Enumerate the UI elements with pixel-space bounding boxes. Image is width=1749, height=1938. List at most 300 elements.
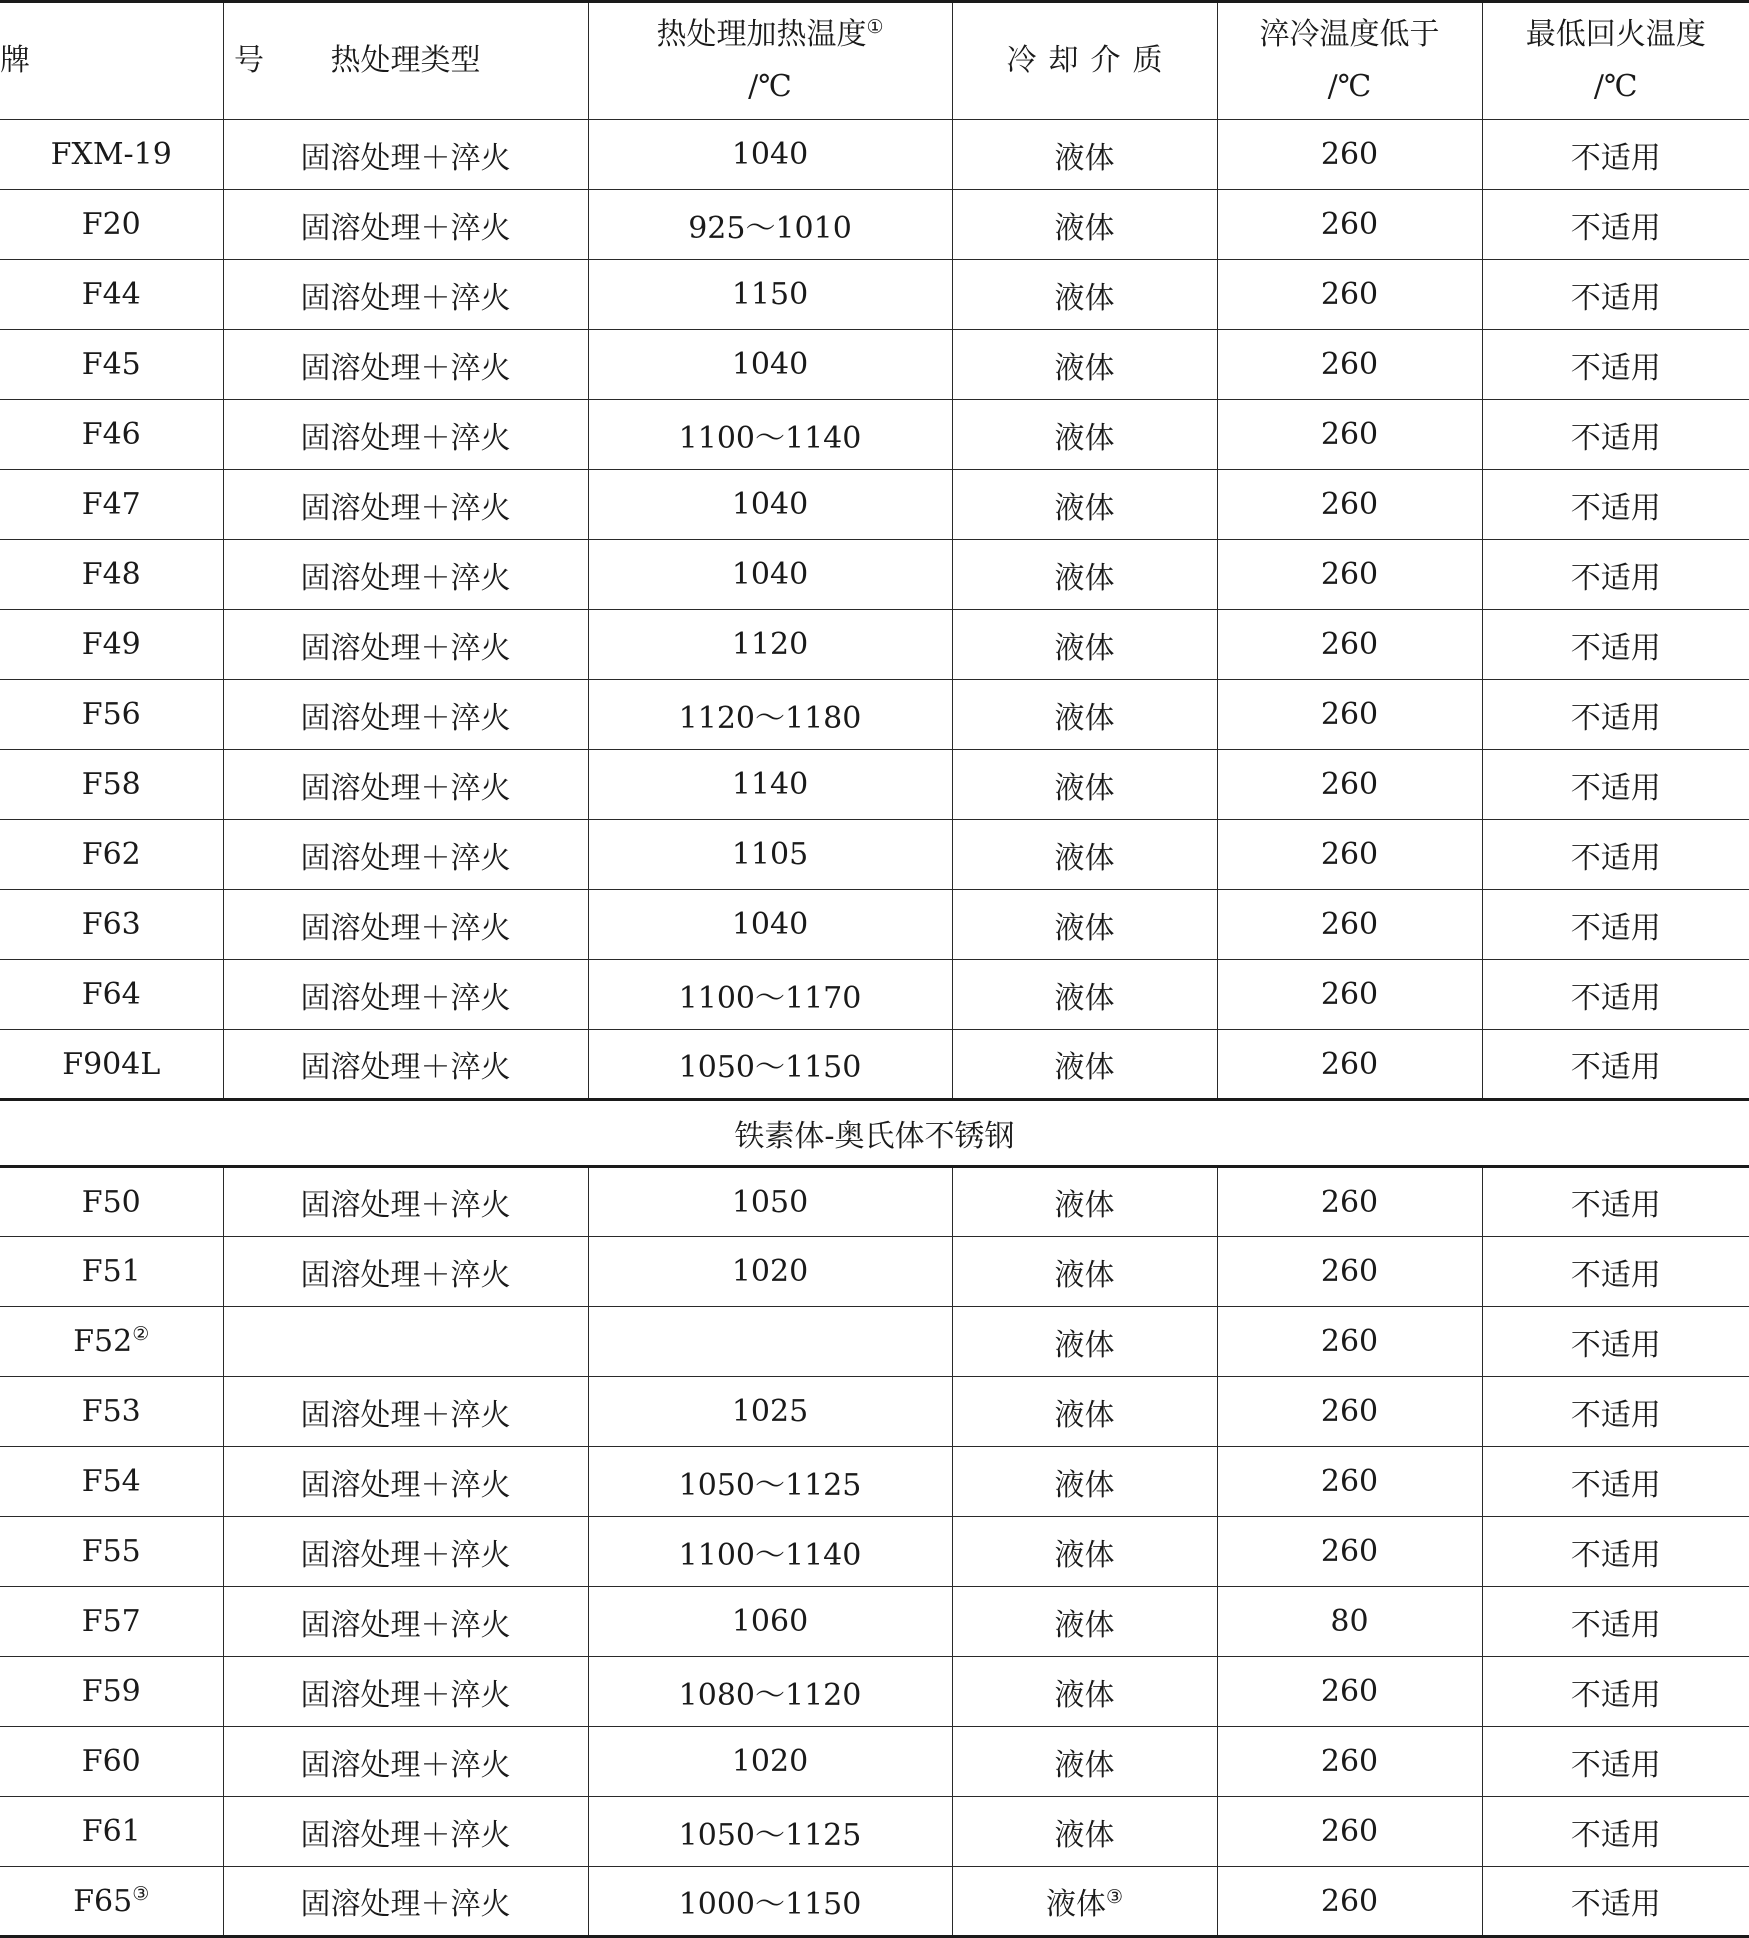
cooling-medium-cell-text: 液体 [1055, 701, 1115, 736]
min-temper-cell-text: 不适用 [1571, 631, 1661, 666]
heat-type-cell [223, 1797, 588, 1867]
quench-temp-cell-text: 260 [1321, 207, 1378, 242]
heat-temp-cell [588, 120, 952, 190]
min-temper-cell [1482, 1307, 1749, 1377]
heat-type-cell-text: 固溶处理＋淬火 [301, 1887, 511, 1922]
grade-cell [0, 750, 223, 820]
heat-type-cell [223, 540, 588, 610]
grade-cell-text: F54 [82, 1464, 141, 1499]
min-temper-cell-text: 不适用 [1571, 1050, 1661, 1085]
quench-temp-cell-text: 260 [1321, 1254, 1378, 1289]
quench-temp-cell-text: 260 [1321, 1464, 1378, 1499]
quench-temp-cell-text: 260 [1321, 557, 1378, 592]
grade-cell [0, 1307, 223, 1377]
heat-temp-cell [588, 960, 952, 1030]
grade-cell [0, 1167, 223, 1237]
grade-cell-text: F59 [82, 1674, 141, 1709]
cooling-medium-cell [952, 680, 1217, 750]
cooling-medium-cell [952, 1797, 1217, 1867]
heat-type-cell [223, 260, 588, 330]
grade-cell-text: FXM-19 [51, 137, 172, 172]
duplex-rows [0, 1167, 1749, 1937]
quench-temp-cell-text: 260 [1321, 1047, 1378, 1082]
grade-cell [0, 1377, 223, 1447]
grade-cell-text: F48 [82, 557, 141, 592]
austenitic-rows [0, 120, 1749, 1100]
heat-temp-cell [588, 1797, 952, 1867]
quench-temp-cell-text: 260 [1321, 1674, 1378, 1709]
min-temper-cell [1482, 1657, 1749, 1727]
heat-type-cell [223, 820, 588, 890]
cooling-medium-cell [952, 1657, 1217, 1727]
heat-temp-cell-text: 1020 [732, 1744, 808, 1779]
heat-temp-cell [588, 750, 952, 820]
header-min-temper-unit: /℃ [1483, 61, 1749, 113]
header-quench-temp-label: 淬冷温度低于 [1218, 9, 1482, 61]
min-temper-cell [1482, 1447, 1749, 1517]
grade-cell [0, 120, 223, 190]
cooling-medium-cell [952, 1167, 1217, 1237]
heat-type-cell-text: 固溶处理＋淬火 [301, 561, 511, 596]
heat-temp-cell-text: 1050～1125 [679, 1468, 862, 1503]
cooling-medium-cell [952, 610, 1217, 680]
cooling-medium-cell-text: 液体 [1055, 1468, 1115, 1503]
heat-temp-cell-text: 1040 [732, 907, 808, 942]
cooling-medium-cell [952, 1447, 1217, 1517]
min-temper-cell-text: 不适用 [1571, 841, 1661, 876]
header-heat-temp-unit: /℃ [589, 61, 952, 113]
min-temper-cell-text: 不适用 [1571, 1887, 1661, 1922]
quench-temp-cell [1217, 1517, 1482, 1587]
quench-temp-cell [1217, 960, 1482, 1030]
quench-temp-cell-text: 260 [1321, 1394, 1378, 1429]
quench-temp-cell-text: 260 [1321, 1534, 1378, 1569]
heat-type-cell [223, 1657, 588, 1727]
min-temper-cell-text: 不适用 [1571, 981, 1661, 1016]
grade-cell [0, 960, 223, 1030]
quench-temp-cell-text: 260 [1321, 907, 1378, 942]
heat-type-cell [223, 1237, 588, 1307]
heat-temp-cell [588, 190, 952, 260]
min-temper-cell [1482, 120, 1749, 190]
heat-type-cell-text: 固溶处理＋淬火 [301, 631, 511, 666]
grade-cell [0, 1517, 223, 1587]
grade-cell-text: F904L [62, 1047, 160, 1082]
quench-temp-cell [1217, 260, 1482, 330]
header-quench-temp [1217, 2, 1482, 120]
table-row [0, 610, 1749, 680]
heat-temp-cell [588, 1167, 952, 1237]
grade-cell-text: F58 [82, 767, 141, 802]
min-temper-cell-text: 不适用 [1571, 911, 1661, 946]
grade-cell-text: F49 [82, 627, 141, 662]
header-grade: 牌 号 [0, 2, 223, 120]
min-temper-cell-text: 不适用 [1571, 1678, 1661, 1713]
heat-temp-cell-text: 1000～1150 [679, 1887, 862, 1922]
grade-cell-text: F63 [82, 907, 141, 942]
min-temper-cell [1482, 540, 1749, 610]
table-row [0, 1657, 1749, 1727]
quench-temp-cell [1217, 190, 1482, 260]
header-row [0, 2, 1749, 120]
cooling-medium-cell-text: 液体 [1055, 351, 1115, 386]
heat-temp-cell-text: 1105 [732, 837, 808, 872]
cooling-medium-cell-text: 液体 [1055, 141, 1115, 176]
cooling-medium-cell-text: 液体 [1055, 1188, 1115, 1223]
grade-cell [0, 190, 223, 260]
cooling-medium-cell-text: 液体 [1055, 1050, 1115, 1085]
heat-temp-cell-text: 1050～1125 [679, 1818, 862, 1853]
heat-type-cell [223, 400, 588, 470]
grade-cell-text: F53 [82, 1394, 141, 1429]
cooling-medium-cell [952, 890, 1217, 960]
cooling-medium-cell-text: 液体 [1055, 1398, 1115, 1433]
heat-type-cell [223, 190, 588, 260]
quench-temp-cell [1217, 1167, 1482, 1237]
heat-temp-cell-text: 1150 [732, 277, 808, 312]
heat-temp-cell-text: 1025 [732, 1394, 808, 1429]
min-temper-cell-text: 不适用 [1571, 141, 1661, 176]
grade-cell [0, 1030, 223, 1100]
heat-type-cell [223, 1727, 588, 1797]
min-temper-cell-text: 不适用 [1571, 491, 1661, 526]
cooling-medium-cell-text: 液体 [1055, 281, 1115, 316]
min-temper-cell-text: 不适用 [1571, 1538, 1661, 1573]
table-row [0, 890, 1749, 960]
cooling-medium-cell-text: 液体 [1055, 1608, 1115, 1643]
heat-temp-cell-text: 1050 [732, 1185, 808, 1220]
min-temper-cell [1482, 400, 1749, 470]
heat-type-cell-text: 固溶处理＋淬火 [301, 1398, 511, 1433]
quench-temp-cell [1217, 1237, 1482, 1307]
min-temper-cell-text: 不适用 [1571, 1818, 1661, 1853]
grade-cell [0, 330, 223, 400]
footnote-marker: ③ [1106, 1886, 1123, 1908]
cooling-medium-cell [952, 1377, 1217, 1447]
heat-temp-cell-text: 1100～1140 [679, 421, 862, 456]
heat-temp-cell [588, 1377, 952, 1447]
grade-cell [0, 890, 223, 960]
grade-cell-text: F60 [82, 1744, 141, 1779]
quench-temp-cell-text: 260 [1321, 977, 1378, 1012]
min-temper-cell-text: 不适用 [1571, 281, 1661, 316]
cooling-medium-cell-text: 液体 [1055, 1328, 1115, 1363]
heat-temp-cell-text: 1060 [732, 1604, 808, 1639]
cooling-medium-cell-text: 液体 [1055, 491, 1115, 526]
grade-cell [0, 1447, 223, 1517]
min-temper-cell-text: 不适用 [1571, 1398, 1661, 1433]
section-row [0, 1100, 1749, 1167]
quench-temp-cell [1217, 470, 1482, 540]
grade-cell [0, 1237, 223, 1307]
heat-type-cell-text: 固溶处理＋淬火 [301, 1050, 511, 1085]
cooling-medium-cell [952, 330, 1217, 400]
heat-temp-cell-text: 1100～1170 [679, 981, 862, 1016]
cooling-medium-cell [952, 1237, 1217, 1307]
cooling-medium-cell [952, 1587, 1217, 1657]
heat-temp-cell [588, 1237, 952, 1307]
cooling-medium-cell-text: 液体 [1055, 211, 1115, 246]
cooling-medium-cell [952, 750, 1217, 820]
grade-cell [0, 1657, 223, 1727]
header-cooling-medium: 冷却介质 [952, 2, 1217, 120]
quench-temp-cell [1217, 1867, 1482, 1937]
min-temper-cell [1482, 1377, 1749, 1447]
header-min-temper [1482, 2, 1749, 120]
min-temper-cell [1482, 1517, 1749, 1587]
cooling-medium-cell-text: 液体 [1055, 771, 1115, 806]
heat-type-cell [223, 750, 588, 820]
table-row [0, 1727, 1749, 1797]
heat-temp-cell-text: 1080～1120 [679, 1678, 862, 1713]
heat-type-cell-text: 固溶处理＋淬火 [301, 1538, 511, 1573]
table-row [0, 120, 1749, 190]
table-row [0, 1867, 1749, 1937]
grade-cell [0, 820, 223, 890]
heat-temp-cell-text: 1100～1140 [679, 1538, 862, 1573]
min-temper-cell [1482, 1167, 1749, 1237]
cooling-medium-cell-text: 液体 [1055, 1678, 1115, 1713]
heat-type-cell [223, 1377, 588, 1447]
heat-temp-cell-text: 1140 [732, 767, 808, 802]
quench-temp-cell-text: 260 [1321, 417, 1378, 452]
grade-cell-text: F46 [82, 417, 141, 452]
header-quench-temp-unit: /℃ [1218, 61, 1482, 113]
quench-temp-cell-text: 260 [1321, 697, 1378, 732]
grade-cell-text: F55 [82, 1534, 141, 1569]
grade-cell-text: F45 [82, 347, 141, 382]
table-row [0, 540, 1749, 610]
min-temper-cell-text: 不适用 [1571, 1608, 1661, 1643]
cooling-medium-cell [952, 470, 1217, 540]
min-temper-cell-text: 不适用 [1571, 211, 1661, 246]
footnote-marker: ② [132, 1323, 149, 1345]
table-row [0, 1030, 1749, 1100]
heat-temp-cell-text: 1040 [732, 487, 808, 522]
quench-temp-cell [1217, 540, 1482, 610]
header-heat-type: 热处理类型 [223, 2, 588, 120]
cooling-medium-cell [952, 820, 1217, 890]
quench-temp-cell [1217, 1727, 1482, 1797]
cooling-medium-cell [952, 1030, 1217, 1100]
heat-temp-cell [588, 1867, 952, 1937]
grade-cell-text: F65 [73, 1884, 132, 1919]
heat-type-cell-text: 固溶处理＋淬火 [301, 1748, 511, 1783]
grade-cell-text: F20 [82, 207, 141, 242]
quench-temp-cell [1217, 1307, 1482, 1377]
grade-cell [0, 400, 223, 470]
heat-temp-cell [588, 610, 952, 680]
heat-type-cell [223, 1587, 588, 1657]
min-temper-cell [1482, 1237, 1749, 1307]
quench-temp-cell [1217, 1797, 1482, 1867]
table-row [0, 1167, 1749, 1237]
heat-type-cell-text: 固溶处理＋淬火 [301, 1258, 511, 1293]
table-row [0, 1587, 1749, 1657]
min-temper-cell-text: 不适用 [1571, 1188, 1661, 1223]
header-min-temper-label: 最低回火温度 [1483, 9, 1749, 61]
min-temper-cell [1482, 190, 1749, 260]
quench-temp-cell [1217, 820, 1482, 890]
quench-temp-cell-text: 260 [1321, 767, 1378, 802]
cooling-medium-cell [952, 400, 1217, 470]
quench-temp-cell [1217, 120, 1482, 190]
heat-type-cell-text: 固溶处理＋淬火 [301, 1468, 511, 1503]
heat-type-cell-text: 固溶处理＋淬火 [301, 141, 511, 176]
quench-temp-cell [1217, 610, 1482, 680]
min-temper-cell-text: 不适用 [1571, 561, 1661, 596]
heat-temp-cell [588, 1657, 952, 1727]
heat-type-cell [223, 680, 588, 750]
quench-temp-cell [1217, 1377, 1482, 1447]
cooling-medium-cell [952, 1307, 1217, 1377]
heat-temp-cell-text: 1040 [732, 557, 808, 592]
heat-temp-cell-text: 1040 [732, 347, 808, 382]
heat-type-cell-text: 固溶处理＋淬火 [301, 1678, 511, 1713]
quench-temp-cell [1217, 680, 1482, 750]
heat-temp-cell [588, 540, 952, 610]
heat-temp-cell [588, 400, 952, 470]
grade-cell [0, 1867, 223, 1937]
quench-temp-cell-text: 260 [1321, 1884, 1378, 1919]
heat-type-cell-text: 固溶处理＋淬火 [301, 701, 511, 736]
quench-temp-cell [1217, 750, 1482, 820]
cooling-medium-cell-text: 液体 [1055, 1748, 1115, 1783]
min-temper-cell [1482, 820, 1749, 890]
min-temper-cell-text: 不适用 [1571, 1748, 1661, 1783]
heat-type-cell [223, 890, 588, 960]
cooling-medium-cell-text: 液体 [1055, 911, 1115, 946]
min-temper-cell-text: 不适用 [1571, 351, 1661, 386]
min-temper-cell-text: 不适用 [1571, 1258, 1661, 1293]
heat-type-cell-text: 固溶处理＋淬火 [301, 211, 511, 246]
heat-type-cell-text: 固溶处理＋淬火 [301, 911, 511, 946]
header-heat-temp [588, 2, 952, 120]
min-temper-cell [1482, 1030, 1749, 1100]
table-row [0, 1517, 1749, 1587]
heat-type-cell-text: 固溶处理＋淬火 [301, 421, 511, 456]
section-title: 铁素体-奥氏体不锈钢 [0, 1100, 1749, 1167]
grade-cell [0, 1587, 223, 1657]
grade-cell [0, 540, 223, 610]
min-temper-cell [1482, 610, 1749, 680]
heat-temp-cell-text: 925～1010 [688, 211, 852, 246]
heat-type-cell-text: 固溶处理＋淬火 [301, 351, 511, 386]
cooling-medium-cell [952, 260, 1217, 330]
heat-temp-cell [588, 680, 952, 750]
heat-temp-cell [588, 1517, 952, 1587]
heat-type-cell [223, 120, 588, 190]
min-temper-cell [1482, 1587, 1749, 1657]
cooling-medium-cell-text: 液体 [1055, 841, 1115, 876]
heat-type-cell-text: 固溶处理＋淬火 [301, 281, 511, 316]
section-divider [0, 1100, 1749, 1167]
heat-temp-cell [588, 1030, 952, 1100]
table-row [0, 190, 1749, 260]
heat-temp-cell [588, 820, 952, 890]
heat-temp-cell-text: 1020 [732, 1254, 808, 1289]
quench-temp-cell-text: 260 [1321, 487, 1378, 522]
min-temper-cell-text: 不适用 [1571, 701, 1661, 736]
heat-type-cell-text: 固溶处理＋淬火 [301, 981, 511, 1016]
cooling-medium-cell [952, 1727, 1217, 1797]
cooling-medium-cell-text: 液体 [1055, 1538, 1115, 1573]
grade-cell-text: F64 [82, 977, 141, 1012]
grade-cell [0, 680, 223, 750]
heat-type-cell [223, 1867, 588, 1937]
heat-temp-cell [588, 1447, 952, 1517]
grade-cell-text: F44 [82, 277, 141, 312]
quench-temp-cell-text: 260 [1321, 277, 1378, 312]
quench-temp-cell-text: 260 [1321, 137, 1378, 172]
grade-cell-text: F50 [82, 1185, 141, 1220]
quench-temp-cell-text: 80 [1330, 1604, 1368, 1639]
quench-temp-cell-text: 260 [1321, 1324, 1378, 1359]
table-row [0, 1307, 1749, 1377]
table-row [0, 400, 1749, 470]
cooling-medium-cell [952, 120, 1217, 190]
heat-temp-cell [588, 330, 952, 400]
table-row [0, 470, 1749, 540]
cooling-medium-cell [952, 1867, 1217, 1937]
quench-temp-cell [1217, 1030, 1482, 1100]
heat-temp-cell-text: 1120～1180 [679, 701, 862, 736]
heat-type-cell-text: 固溶处理＋淬火 [301, 1188, 511, 1223]
cooling-medium-cell [952, 1517, 1217, 1587]
min-temper-cell [1482, 1727, 1749, 1797]
heat-temp-cell [588, 260, 952, 330]
quench-temp-cell-text: 260 [1321, 627, 1378, 662]
grade-cell-text: F51 [82, 1254, 141, 1289]
grade-cell [0, 260, 223, 330]
min-temper-cell-text: 不适用 [1571, 421, 1661, 456]
heat-temp-cell [588, 1727, 952, 1797]
heat-type-cell [223, 470, 588, 540]
grade-cell-text: F52 [73, 1324, 132, 1359]
quench-temp-cell-text: 260 [1321, 837, 1378, 872]
grade-cell-text: F56 [82, 697, 141, 732]
min-temper-cell [1482, 680, 1749, 750]
min-temper-cell [1482, 260, 1749, 330]
min-temper-cell [1482, 960, 1749, 1030]
header-heat-temp-label: 热处理加热温度 [656, 17, 866, 52]
min-temper-cell [1482, 470, 1749, 540]
cooling-medium-cell [952, 540, 1217, 610]
heat-type-cell-text: 固溶处理＋淬火 [301, 1818, 511, 1853]
min-temper-cell-text: 不适用 [1571, 1468, 1661, 1503]
min-temper-cell [1482, 750, 1749, 820]
heat-temp-cell-text: 1120 [732, 627, 808, 662]
heat-type-cell-text: 固溶处理＋淬火 [301, 1608, 511, 1643]
grade-cell [0, 1797, 223, 1867]
min-temper-cell [1482, 890, 1749, 960]
heat-type-cell [223, 1167, 588, 1237]
quench-temp-cell-text: 260 [1321, 1744, 1378, 1779]
cooling-medium-cell [952, 190, 1217, 260]
quench-temp-cell [1217, 400, 1482, 470]
grade-cell-text: F62 [82, 837, 141, 872]
heat-temp-cell-text: 1050～1150 [679, 1050, 862, 1085]
quench-temp-cell [1217, 1657, 1482, 1727]
cooling-medium-cell-text: 液体 [1046, 1887, 1106, 1922]
cooling-medium-cell-text: 液体 [1055, 981, 1115, 1016]
heat-type-cell [223, 1307, 588, 1377]
min-temper-cell-text: 不适用 [1571, 771, 1661, 806]
cooling-medium-cell-text: 液体 [1055, 1818, 1115, 1853]
grade-cell [0, 1727, 223, 1797]
min-temper-cell [1482, 1867, 1749, 1937]
min-temper-cell-text: 不适用 [1571, 1328, 1661, 1363]
